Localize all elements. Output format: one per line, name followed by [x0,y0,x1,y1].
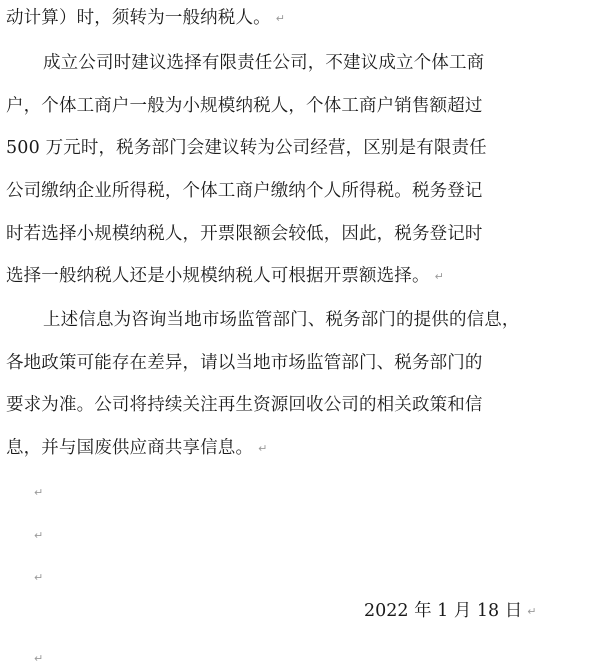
text-line [6,222,483,246]
paragraph-mark-icon: ↵ [34,652,44,665]
text-line [6,94,483,118]
text-line [43,51,484,75]
text-line [6,6,285,31]
paragraph-mark-icon: ↵ [258,442,268,455]
text-line [6,436,267,461]
text-line-content: 公司缴纳企业所得税，个体工商户缴纳个人所得税。税务登记 [6,181,483,201]
text-line-content: 时若选择小规模纳税人，开票限额会较低，因此，税务登记时 [6,224,483,244]
text-line-content: 各地政策可能存在差异，请以当地市场监管部门、税务部门的 [6,353,483,373]
paragraph-mark-icon: ↵ [527,605,537,618]
text-line-content: 上述信息为咨询当地市场监管部门、税务部门的提供的信息， [43,310,520,330]
text-line-content: 500 万元时，税务部门会建议转为公司经营，区别是有限责任 [6,138,487,158]
paragraph-mark-icon: ↵ [34,486,44,499]
text-line [6,179,483,203]
text-line [43,308,520,332]
paragraph-mark-icon: ↵ [34,529,44,542]
paragraph-mark-icon: ↵ [34,571,44,584]
text-line-content: 成立公司时建议选择有限责任公司，不建议成立个体工商 [43,53,485,73]
paragraph-mark-icon: ↵ [275,12,286,25]
text-line [6,351,483,375]
text-line [6,136,487,160]
paragraph-mark-icon: ↵ [434,270,444,283]
text-line-content: 动计算）时，须转为一般纳税人。 [6,8,271,28]
text-line-content: 户，个体工商户一般为小规模纳税人，个体工商户销售额超过 [6,96,483,116]
text-line-content: 选择一般纳税人还是小规模纳税人可根据开票额选择。 [6,266,430,286]
document-date [364,599,536,624]
text-line [6,264,444,289]
text-line [6,393,483,417]
text-line-content: 要求为准。公司将持续关注再生资源回收公司的相关政策和信 [6,395,483,415]
date-text: 2022 年 1 月 18 日 [364,601,523,621]
text-line-content: 息，并与国废供应商共享信息。 [6,438,254,458]
